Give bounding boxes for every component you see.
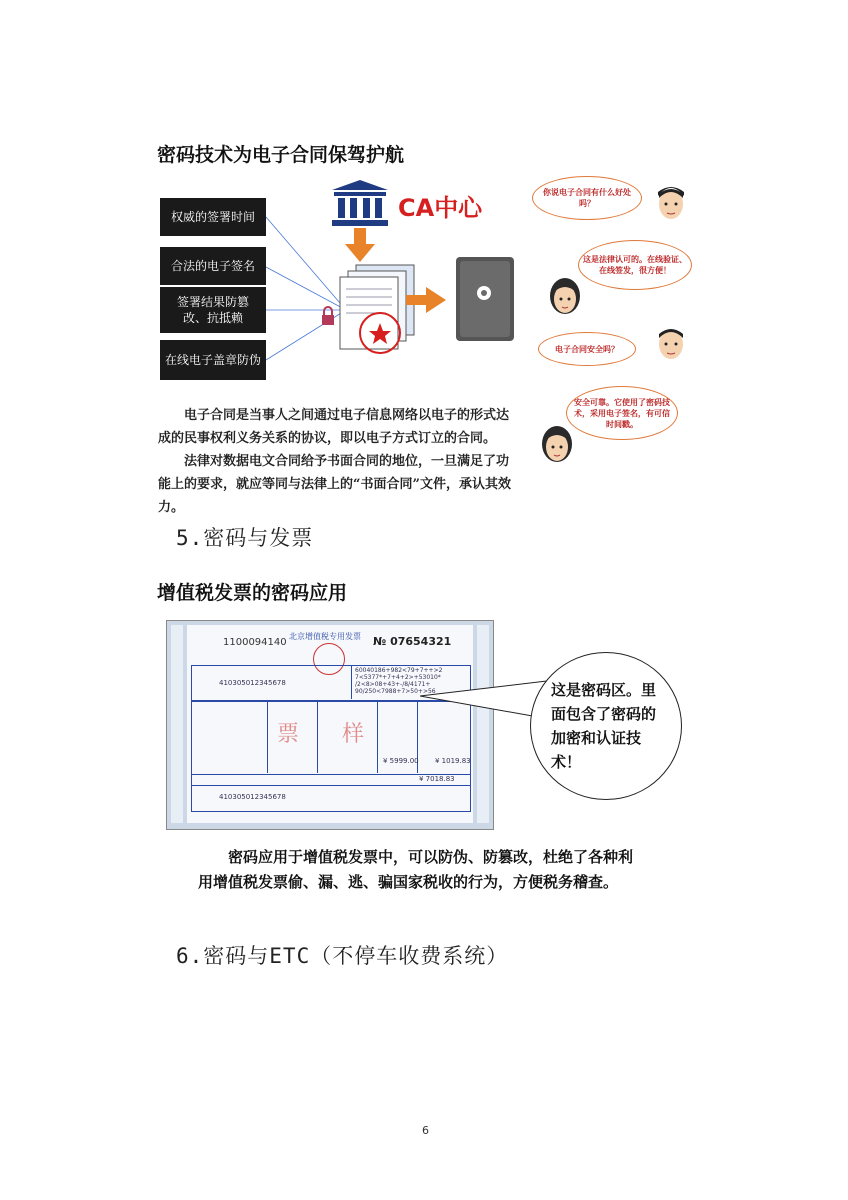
invoice-title: 北京增值税专用发票 bbox=[289, 632, 361, 641]
invoice-total: ¥ 7018.83 bbox=[419, 775, 455, 783]
speech-bubble-2: 这是法律认可的。在线验证、在线签发，很方便！ bbox=[578, 240, 692, 290]
invoice-amount: ¥ 5999.00 bbox=[383, 757, 419, 765]
contract-diagram bbox=[266, 195, 546, 390]
woman-face-icon bbox=[548, 276, 582, 316]
invoice-tax: ¥ 1019.83 bbox=[435, 757, 471, 765]
cipher-line: 7<5377*+7+4+2>+53010* bbox=[355, 674, 441, 681]
invoice-sample-stamp: 票 样 bbox=[277, 722, 382, 747]
invoice-tax-id-seller: 410305012345678 bbox=[219, 793, 286, 801]
callout-text: 这是密码区。里面包含了密码的加密和认证技术！ bbox=[551, 681, 657, 771]
speech-bubble-4: 安全可靠。它使用了密码技术，采用电子签名，有可信时间戳。 bbox=[566, 386, 678, 440]
ca-center-label: CA中心 bbox=[398, 194, 483, 222]
contract-paragraph-2: 法律对数据电文合同给予书面合同的地位，一旦满足了功能上的要求，就应等同与法律上的“书面合同”文件，承认其效力。 bbox=[158, 454, 511, 515]
cipher-line: 90/250<7988+7>50+>56 bbox=[355, 688, 436, 695]
cipher-line: 60040186+982<79+7++>2 bbox=[355, 667, 443, 674]
contract-paragraph-1: 电子合同是当事人之间通过电子信息网络以电子的形式达成的民事权利义务关系的协议，即以电子方式订立的合同。 bbox=[158, 408, 510, 446]
man-face-icon bbox=[654, 182, 688, 222]
cipher-zone-callout bbox=[530, 652, 682, 800]
speech-bubble-3: 电子合同安全吗？ bbox=[538, 332, 636, 366]
feature-tamper-proof: 签署结果防篡改、抗抵赖 bbox=[160, 287, 266, 333]
section-heading-contract: 密码技术为电子合同保驾护航 bbox=[157, 144, 405, 166]
woman-face-icon-2 bbox=[540, 424, 574, 464]
section-title-etc: 6.密码与ETC（不停车收费系统） bbox=[176, 944, 509, 968]
invoice-number: № 07654321 bbox=[373, 635, 452, 648]
invoice-tax-id-buyer: 410305012345678 bbox=[219, 679, 286, 687]
feature-online-seal: 在线电子盖章防伪 bbox=[160, 340, 266, 380]
feature-legal-signature: 合法的电子签名 bbox=[160, 247, 266, 285]
invoice-code: 1100094140 bbox=[223, 637, 287, 648]
cipher-line: /2<8>08+43+-/8/4171+ bbox=[355, 681, 431, 688]
section-title-invoice: 5.密码与发票 bbox=[176, 526, 314, 550]
feature-signing-time: 权威的签署时间 bbox=[160, 198, 266, 236]
man-face-icon-2 bbox=[654, 322, 688, 362]
page-number: 6 bbox=[422, 1124, 429, 1137]
section-heading-vat: 增值税发票的密码应用 bbox=[157, 582, 348, 604]
invoice-paragraph: 密码应用于增值税发票中，可以防伪、防篡改，杜绝了各种利用增值税发票偷、漏、逃、骗国家税收的行为，方便税务稽查。 bbox=[198, 848, 634, 891]
speech-bubble-1: 你说电子合同有什么好处吗？ bbox=[532, 176, 642, 220]
